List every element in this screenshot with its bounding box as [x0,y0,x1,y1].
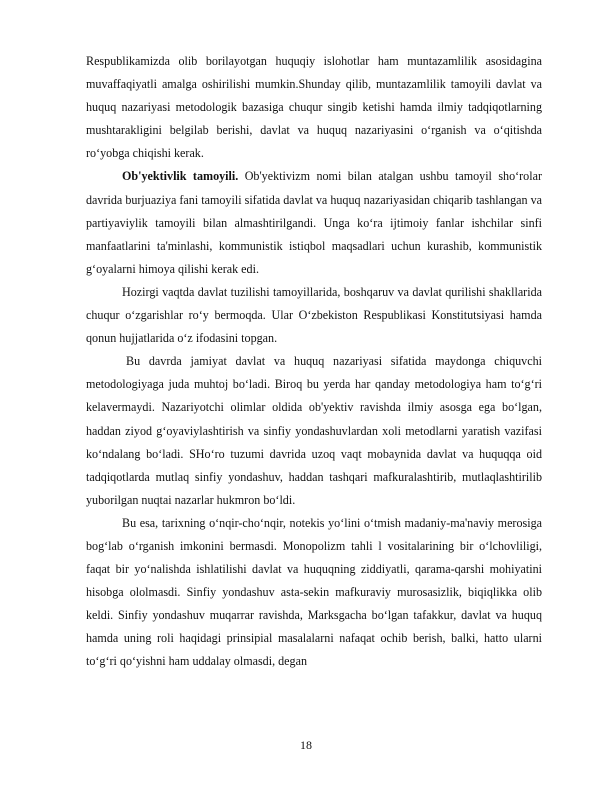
paragraph-5: Bu esa, tarixning o‘nqir-cho‘nqir, notekis yo‘lini o‘tmish madaniy-ma'naviy merosiga bog‘lab o‘rganish imkonini bermasdi. Monopolizm tahli l vositalarining bir o‘lchovliligi, faqat bir yo‘nalishda ishlatilishi davlat va huquqning ziddiyatli, qarama-qarshi mohiyatini hisobga ololmasdi. Sinfiy yondashuv asta-sekin mafkuraviy murosasizlik, biqiqlikka olib keldi. Sinfiy yondashuv muqarrar ravishda, Marksgacha bo‘lgan tafakkur, davlat va huquq hamda uning roli haqidagi prinsipial masalalarni nafaqat ochib berish, balki, hatto ularni to‘g‘ri qo‘yishni ham uddalay olmasdi, degan [86,515,542,669]
page-number: 18 [300,738,312,752]
paragraph-2 [86,165,542,280]
paragraph-3: Hozirgi vaqtda davlat tuzilishi tamoyillarida, boshqaruv va davlat qurilishi shakllarida chuqur o‘zgarishlar ro‘y bermoqda. Ular O‘zbekiston Respublikasi Konstitutsiyasi hamda qonun hujjatlarida o‘z ifodasini topgan. [86,284,542,346]
paragraph-2-term: Ob'yektivlik tamoyili. [122,169,239,184]
paragraph-2-text: Ob'yektivizm nomi bilan atalgan ushbu tamoyil sho‘rolar davrida burjuaziya fani tamoyili sifatida davlat va huquq nazariyasidan chiqarib tashlangan va partiyaviylik tamoyili bilan almashtirilgandi. Unga ko‘ra ijtimoiy fanlar ishchilar sinfi manfaatlarini ta'minlashi, kommunistik istiqbol maqsadlari uchun kurashib, kommunistik g‘oyalarni himoya qilishi kerak edi. [86,169,542,276]
document-body [86,50,542,674]
paragraph-1: Respublikamizda olib borilayotgan huquqiy islohotlar ham muntazamlilik asosidagina muvaffaqiyatli amalga oshirilishi mumkin.Shunday qilib, muntazamlilik tamoyili davlat va huquq nazariyasi metodologik bazasiga chuqur singib ketishi hamda ilmiy tadqiqotlarning mushtarakligini belgilab berishi, davlat va huquq nazariyasini o‘rganish va o‘qitishda ro‘yobga chiqishi kerak. [86,54,542,161]
paragraph-4: Bu davrda jamiyat davlat va huquq nazariyasi sifatida maydonga chiquvchi metodologiyaga juda muhtoj bo‘ladi. Biroq bu yerda har qanday metodologiya ham to‘g‘ri kelavermaydi. Nazariyotchi olimlar oldida ob'yektiv ravishda ilmiy asosga ega bo‘lgan, haddan ziyod g‘oyaviylashtirish va sinfiy yondashuvlardan xoli metodlarni yaratish vazifasi ko‘ndalang bo‘ladi. SHo‘ro tuzumi davrida uzoq vaqt mobaynida davlat va huquqqa oid tadqiqotlarda mutlaq sinfiy yondashuv, haddan tashqari mafkuralashtirib, mutlaqlashtirilib yuborilgan nuqtai nazarlar hukmron bo‘ldi. [86,354,542,507]
